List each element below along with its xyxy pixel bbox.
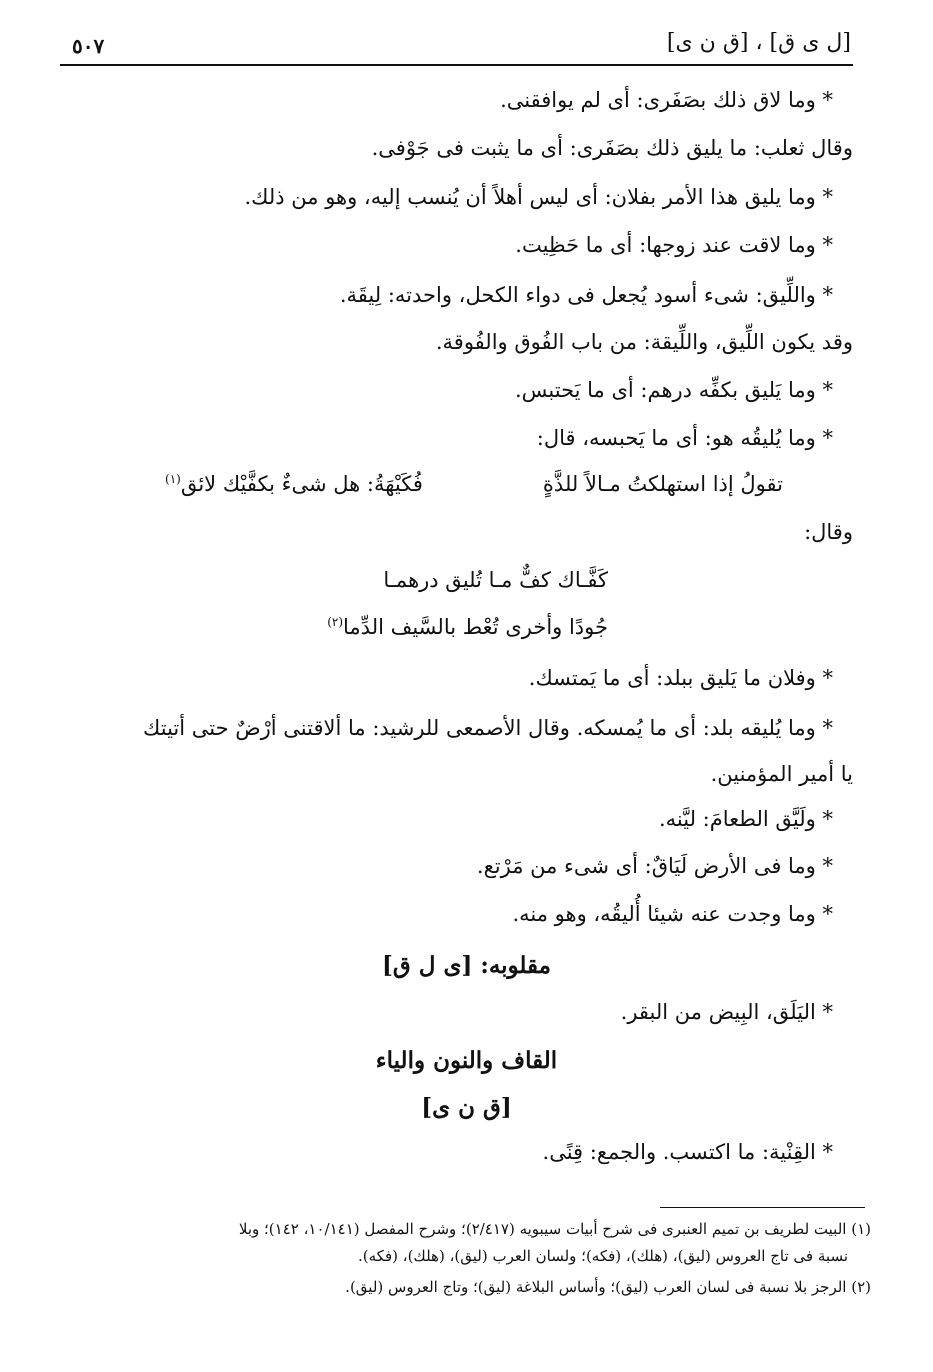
poem-line: كَفَّـاك كفٌّ مـا تُليق درهمـا [383, 568, 608, 592]
footnote-divider [660, 1207, 865, 1208]
text-line: * وما وجدت عنه شيئا أُليقُه، وهو منه. [512, 902, 833, 926]
text-line: * القِنْية: ما اكتسب. والجمع: قِنًى. [542, 1140, 833, 1164]
text-line: * وفلان ما يَليق ببلد: أى ما يَمتسك. [528, 666, 833, 690]
text-line: * وما يليق هذا الأمر بفلان: أى ليس أهلاً أن يُنسب إليه، وهو من ذلك. [244, 185, 833, 209]
poem-left-hemistich: فُكَيْهَةُ: هل شىءٌ بكفَّيْك لائق$^{(١)}$ [165, 472, 423, 496]
text-line: وقال ثعلب: ما يليق ذلك بصَفَرى: أى ما يثبت فى جَوْفى. [371, 136, 853, 160]
text-line: يا أمير المؤمنين. [710, 762, 853, 786]
text-line: * اليَلَق، البِيض من البقر. [620, 1000, 833, 1024]
footnote-ref: (٢) [327, 615, 344, 629]
footnote-line: (١) البيت لطريف بن تميم العنبرى فى شرح أبيات سيبويه (٢/٤١٧)؛ وشرح المفصل (١٠/١٤١، ١٤٢)؛ وبلا [238, 1220, 871, 1238]
footnote-line: (٢) الرجز بلا نسبة فى لسان العرب (ليق)؛ وأساس البلاغة (ليق)؛ وتاج العروس (ليق). [345, 1278, 871, 1296]
text-line: * وما يَليق بكفِّه درهم: أى ما يَحتبس. [514, 378, 833, 402]
text-line: * واللِّيق: شىء أسود يُجعل فى دواء الكحل، واحدته: لِيقَة. [339, 283, 833, 307]
text-line: * وما فى الأرض لَيَاقٌ: أى شىء من مَرْتع. [476, 854, 833, 878]
section-heading: مقلوبه: [ى ل ق] [381, 952, 552, 979]
footnote-ref: (١) [165, 472, 181, 486]
text-line: * وما يُليقُه هو: أى ما يَحبسه، قال: [536, 426, 833, 450]
text-line: وقال: [804, 520, 853, 544]
text-line: * ولَيَّق الطعامَ: ليَّنه. [659, 807, 833, 831]
running-title: [ل ى ق] ، [ق ن ى] [666, 30, 851, 55]
text-line: * وما لاق ذلك بصَفَرى: أى لم يوافقنى. [500, 88, 833, 112]
chapter-heading: القاف والنون والياء [375, 1047, 558, 1074]
root-heading: [ق ن ى] [421, 1094, 512, 1121]
text-line: وقد يكون اللِّيق، واللِّيقة: من باب الفُوق والفُوقة. [435, 330, 853, 354]
poem-right-hemistich: تقولُ إذا استهلكتُ مـالاً للذَّةٍ [542, 472, 783, 496]
text-line: * وما يُليقه بلد: أى ما يُمسكه. وقال الأصمعى للرشيد: ما ألاقتنى أرْضٌ حتى أتيتك [143, 716, 833, 740]
page-number: ٥٠٧ [72, 34, 105, 58]
header-divider [60, 64, 853, 66]
text-line: * وما لاقت عند زوجها: أى ما حَظِيت. [515, 233, 833, 257]
footnote-line: نسبة فى تاج العروس (ليق)، (هلك)، (فكه)؛ ولسان العرب (ليق)، (هلك)، (فكه). [358, 1247, 848, 1265]
poem-line: جُودًا وأخرى تُعْط بالسَّيف الدِّما$^{(٢)}$ [327, 615, 608, 639]
